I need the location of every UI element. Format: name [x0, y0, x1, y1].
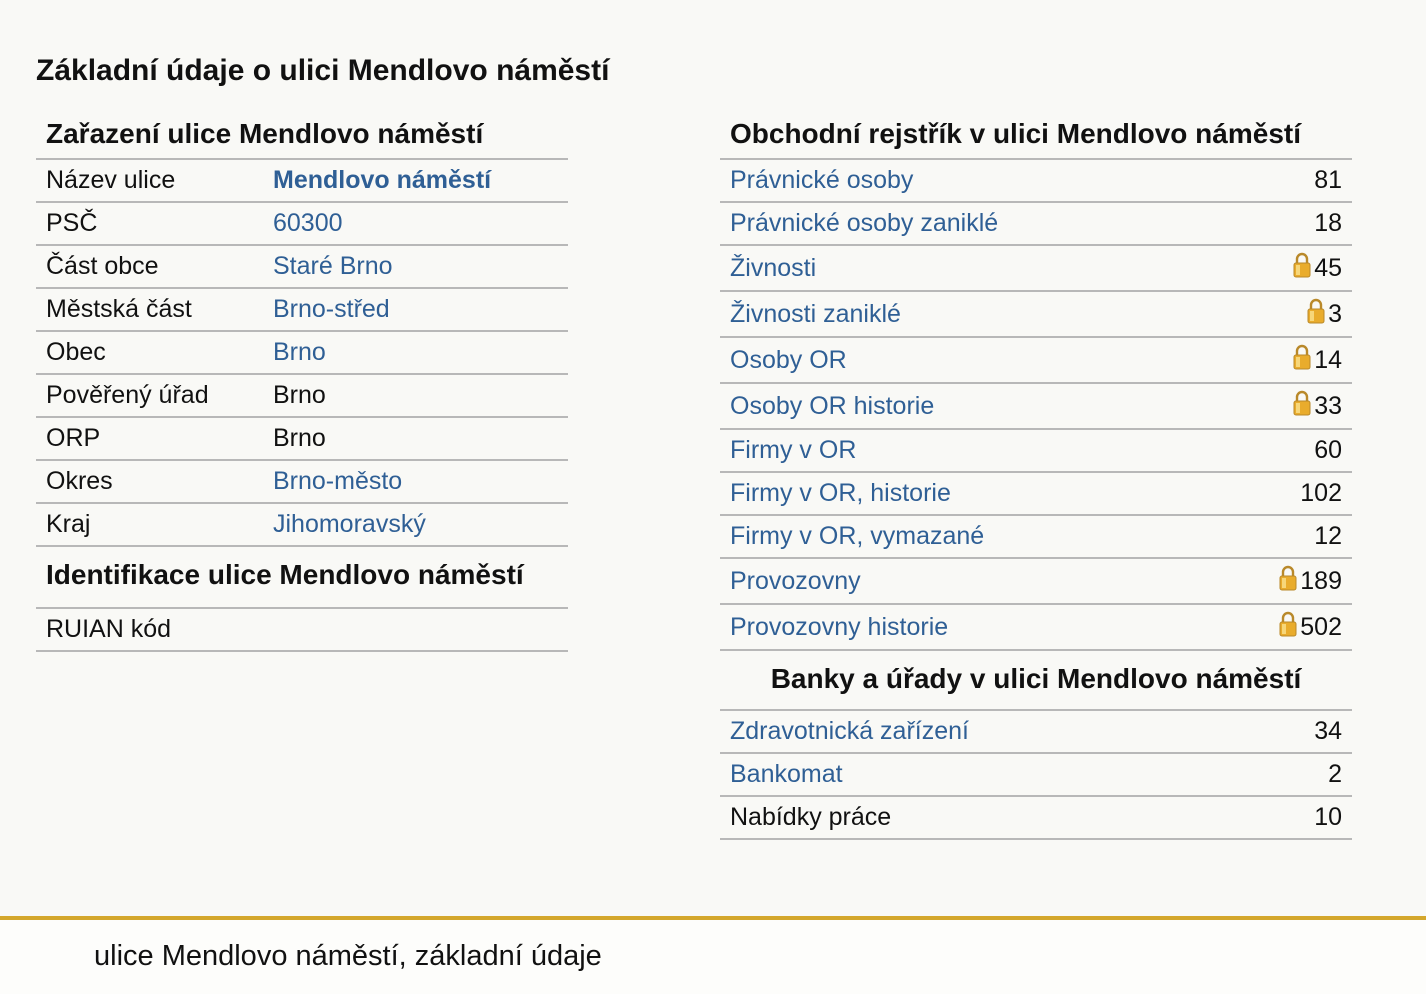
lock-icon: [1292, 344, 1312, 377]
classification-table: [36, 160, 568, 547]
table-row: [720, 604, 1352, 650]
atm-link[interactable]: Bankomat: [720, 753, 1254, 796]
table-row: [720, 383, 1352, 429]
row-count-cell: [1210, 337, 1352, 383]
row-count: 34: [1254, 711, 1353, 753]
district-part-link[interactable]: Staré Brno: [263, 245, 568, 288]
trades-link[interactable]: Živnosti: [720, 245, 1210, 291]
table-row: [720, 753, 1352, 796]
health-facilities-link[interactable]: Zdravotnická zařízení: [720, 711, 1254, 753]
ruian-code-value: [263, 609, 568, 651]
companies-or-deleted-link[interactable]: Firmy v OR, vymazané: [720, 515, 1210, 558]
table-row: [36, 202, 568, 245]
row-label: Městská část: [36, 288, 263, 331]
table-row: [720, 160, 1352, 202]
row-count: 81: [1210, 160, 1352, 202]
region-link[interactable]: Jihomoravský: [263, 503, 568, 546]
row-count: 2: [1254, 753, 1353, 796]
row-count: 12: [1210, 515, 1352, 558]
table-row: [720, 558, 1352, 604]
table-row: [720, 245, 1352, 291]
establishments-link[interactable]: Provozovny: [720, 558, 1210, 604]
lock-icon: [1292, 390, 1312, 423]
business-register-table: [720, 160, 1352, 651]
banks-offices-table: [720, 711, 1352, 840]
footer-text: ulice Mendlovo náměstí, základní údaje: [94, 940, 602, 972]
row-count: 10: [1254, 796, 1353, 839]
row-label: Okres: [36, 460, 263, 503]
row-label: Pověřený úřad: [36, 374, 263, 417]
table-row: [720, 796, 1352, 839]
row-label: Název ulice: [36, 160, 263, 202]
row-label: Kraj: [36, 503, 263, 546]
lock-icon: [1292, 252, 1312, 285]
lock-icon: [1278, 565, 1298, 598]
row-label: RUIAN kód: [36, 609, 263, 651]
street-name-link[interactable]: Mendlovo náměstí: [263, 160, 568, 202]
row-count: 33: [1314, 391, 1342, 420]
row-label: Část obce: [36, 245, 263, 288]
classification-title: Zařazení ulice Mendlovo náměstí: [36, 110, 568, 160]
table-row: [720, 472, 1352, 515]
legal-entities-link[interactable]: Právnické osoby: [720, 160, 1210, 202]
persons-or-link[interactable]: Osoby OR: [720, 337, 1210, 383]
authorized-office-value: Brno: [263, 374, 568, 417]
table-row: [36, 460, 568, 503]
job-offers-label: Nabídky práce: [720, 796, 1254, 839]
table-row: [720, 291, 1352, 337]
identification-table: [36, 609, 568, 652]
page-title: Základní údaje o ulici Mendlovo náměstí: [36, 54, 610, 87]
row-count: 3: [1328, 299, 1342, 328]
row-count: 45: [1314, 253, 1342, 282]
table-row: [36, 503, 568, 546]
row-label: ORP: [36, 417, 263, 460]
identification-title: Identifikace ulice Mendlovo náměstí: [36, 547, 568, 609]
table-row: [720, 337, 1352, 383]
lock-icon: [1278, 611, 1298, 644]
table-row: [36, 160, 568, 202]
row-count: 18: [1210, 202, 1352, 245]
row-count-cell: [1210, 245, 1352, 291]
legal-entities-defunct-link[interactable]: Právnické osoby zaniklé: [720, 202, 1210, 245]
row-label: Obec: [36, 331, 263, 374]
row-count: 14: [1314, 345, 1342, 374]
row-count-cell: [1210, 604, 1352, 650]
row-count: 502: [1300, 612, 1342, 641]
table-row: [36, 331, 568, 374]
companies-or-link[interactable]: Firmy v OR: [720, 429, 1210, 472]
banks-offices-title: Banky a úřady v ulici Mendlovo náměstí: [720, 651, 1352, 711]
lock-icon: [1306, 298, 1326, 331]
row-count: 60: [1210, 429, 1352, 472]
city-part-link[interactable]: Brno-střed: [263, 288, 568, 331]
row-count-cell: [1210, 383, 1352, 429]
right-column: [720, 110, 1352, 840]
row-count-cell: [1210, 558, 1352, 604]
persons-or-history-link[interactable]: Osoby OR historie: [720, 383, 1210, 429]
table-row: [36, 288, 568, 331]
orp-value: Brno: [263, 417, 568, 460]
table-row: [720, 515, 1352, 558]
table-row: [720, 429, 1352, 472]
table-row: [720, 711, 1352, 753]
trades-defunct-link[interactable]: Živnosti zaniklé: [720, 291, 1210, 337]
companies-or-history-link[interactable]: Firmy v OR, historie: [720, 472, 1210, 515]
county-link[interactable]: Brno-město: [263, 460, 568, 503]
establishments-history-link[interactable]: Provozovny historie: [720, 604, 1210, 650]
business-register-title: Obchodní rejstřík v ulici Mendlovo náměstí: [720, 110, 1352, 160]
table-row: [720, 202, 1352, 245]
row-count-cell: [1210, 291, 1352, 337]
municipality-link[interactable]: Brno: [263, 331, 568, 374]
table-row: [36, 374, 568, 417]
footer: [0, 916, 1426, 994]
left-column: [36, 110, 568, 652]
row-count: 102: [1210, 472, 1352, 515]
postal-code-link[interactable]: 60300: [263, 202, 568, 245]
table-row: [36, 609, 568, 651]
row-label: PSČ: [36, 202, 263, 245]
table-row: [36, 417, 568, 460]
table-row: [36, 245, 568, 288]
row-count: 189: [1300, 566, 1342, 595]
